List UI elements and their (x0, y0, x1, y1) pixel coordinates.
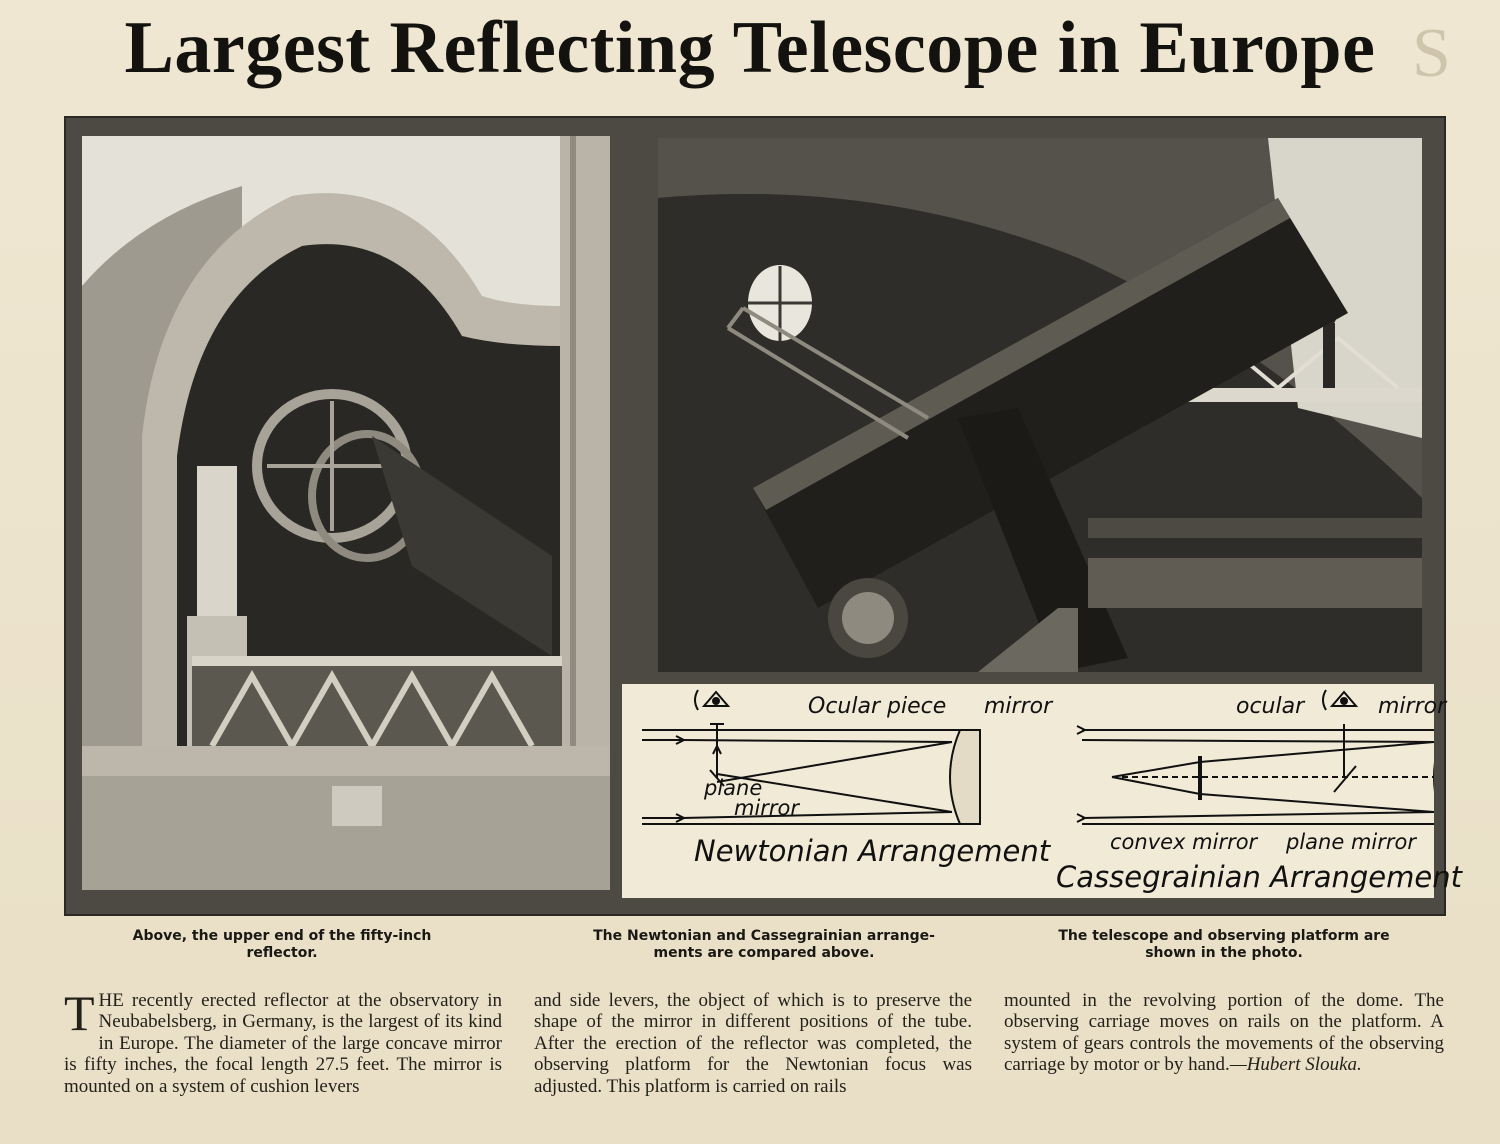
caption-middle (534, 928, 994, 962)
body-column-2-text: and side levers, the object of which is to preserve the shape of the mirror in different positions of the tube. After the erection of the reflector was completed, the observing platform for the Newtonian focus was adjusted. This platform is carried on rails (534, 990, 972, 1097)
body-column-3-text: mounted in the revolving portion of the dome. The observing carriage moves on rails on the platform. A system of gears controls the movements of the observing carriage by motor or by hand. (1004, 990, 1444, 1076)
newtonian-plane-mirror-label: mirror (734, 796, 800, 820)
caption-right-line-1: The telescope and observing platform are (1058, 928, 1390, 944)
caption-right-line-2: shown in the photo. (1145, 945, 1303, 961)
figure-frame (64, 116, 1462, 916)
cassegrainian-plane-label: plane mirror (1286, 830, 1416, 854)
newtonian-ocular-label: Ocular piece (808, 694, 947, 719)
photo-left-illustration (82, 136, 610, 890)
drop-cap: T (64, 985, 95, 1041)
cassegrainian-mirror-label: mirror (1378, 694, 1447, 719)
newtonian-title: Newtonian Arrangement (694, 834, 1051, 868)
caption-middle-line-1: The Newtonian and Cassegrainian arrange- (593, 928, 935, 944)
caption-left-line-2: reflector. (246, 945, 318, 961)
article-title: Largest Reflecting Telescope in Europe (124, 7, 1376, 89)
optical-diagrams (622, 684, 1462, 898)
caption-middle-line-2: ments are compared above. (653, 945, 875, 961)
cassegrainian-ocular-label: ocular (1236, 694, 1305, 719)
newtonian-plane-label: plane (704, 776, 763, 800)
body-column-2 (534, 990, 972, 1097)
cassegrainian-title: Cassegrainian Arrangement (1056, 860, 1462, 894)
body-column-1-text: HE recently erected reflector at the observatory in Neubabelsberg, in Germany, is the largest of its kind in Europe. The diameter of the large concave mirror is fifty inches, the focal length 27.5 feet. The mirror is mounted on a system of cushion levers (64, 990, 502, 1097)
body-column-3 (1004, 990, 1444, 1076)
caption-left (82, 928, 482, 962)
caption-right (1004, 928, 1444, 962)
photo-telescope-upper-end (82, 136, 610, 890)
author-credit: —Hubert Slouka. (1229, 1054, 1362, 1076)
photo-telescope-and-platform (658, 138, 1422, 672)
newtonian-mirror-label: mirror (984, 694, 1053, 719)
caption-left-line-1: Above, the upper end of the fifty-inch (132, 928, 432, 944)
photo-right-illustration (658, 138, 1422, 672)
adjacent-page-bleed: S (1412, 15, 1451, 92)
cassegrainian-convex-label: convex mirror (1110, 830, 1258, 854)
body-column-1 (64, 985, 502, 1097)
